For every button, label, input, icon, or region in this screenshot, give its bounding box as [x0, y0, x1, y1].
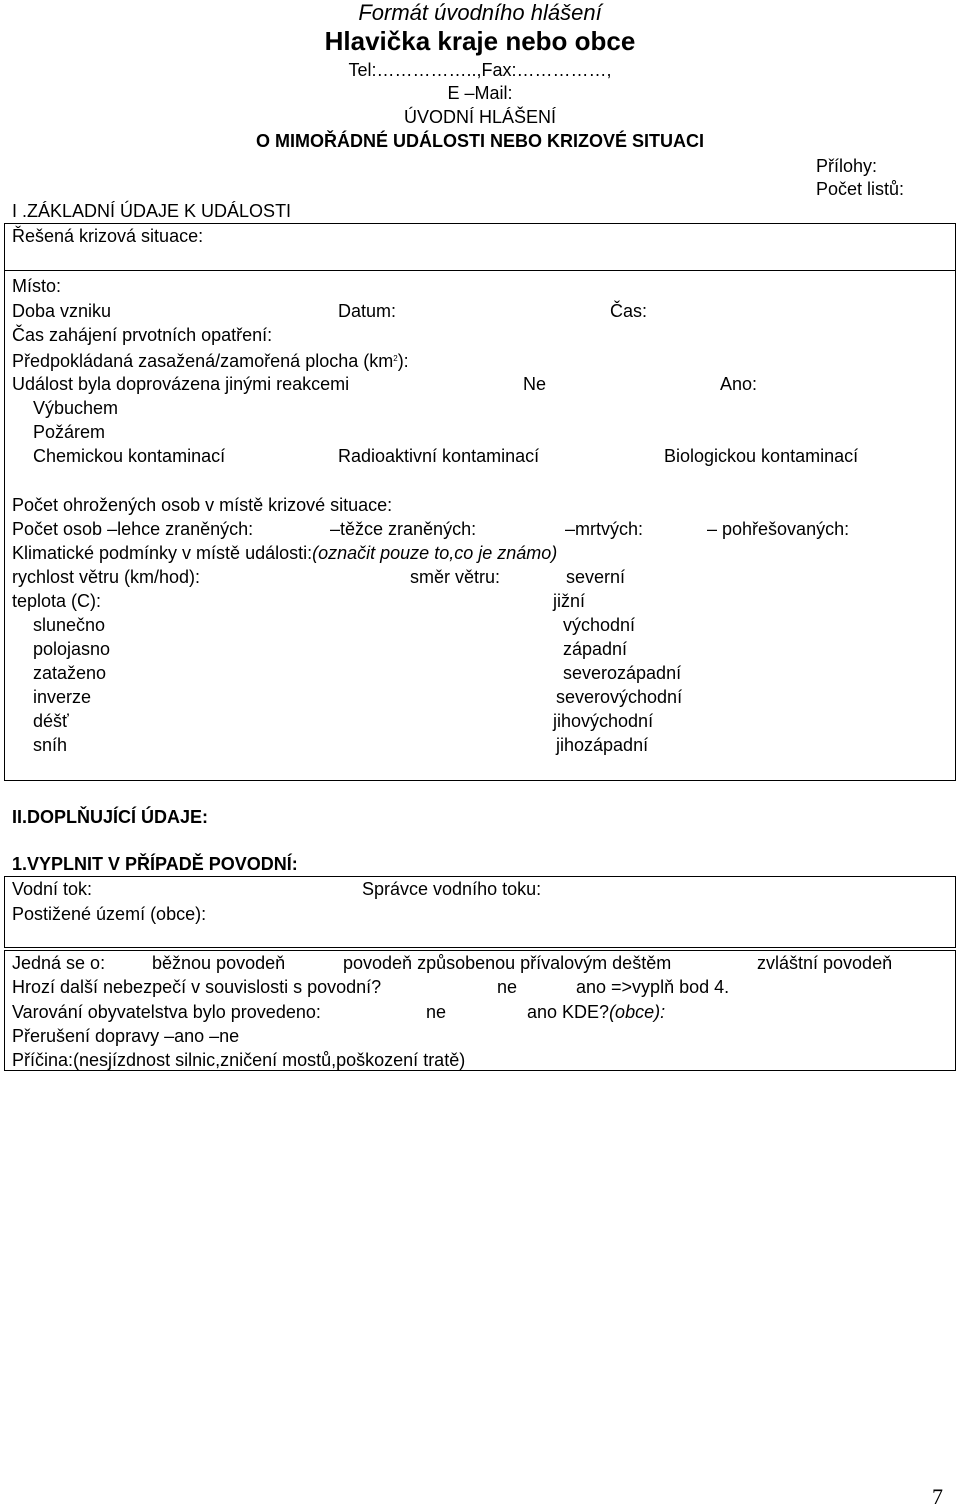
watercourse-label: Vodní tok:: [12, 879, 93, 899]
affected-area-label: Postižené území (obce):: [12, 904, 207, 924]
format-title: Formát úvodního hlášení: [358, 0, 602, 25]
warning-label: Varování obyvatelstva bylo provedeno:: [12, 1002, 321, 1022]
direction-item: západní: [563, 639, 628, 659]
weather-item: slunečno: [33, 615, 106, 635]
danger-label: Hrozí další nebezpečí v souvislosti s povodní?: [12, 977, 382, 997]
traffic-label: Přerušení dopravy –ano –ne: [12, 1026, 240, 1046]
warning-yes: ano KDE?(obce):: [527, 1002, 666, 1022]
weather-item: sníh: [33, 735, 68, 755]
time-label: Čas:: [610, 301, 648, 321]
wind-direction-label: směr větru:: [410, 567, 501, 587]
administrator-label: Správce vodního toku:: [362, 879, 542, 899]
reactions-yes: Ano:: [720, 374, 758, 394]
sheet-count-label: Počet listů:: [816, 179, 905, 199]
section-2-heading: II.DOPLŇUJÍCÍ ÚDAJE:: [12, 807, 209, 827]
flood-type-normal: běžnou povodeň: [152, 953, 286, 973]
date-label: Datum:: [338, 301, 397, 321]
area-label: Předpokládaná zasažená/zamořená plocha $(km^2)$:: [12, 351, 409, 371]
email-line: E –Mail:: [447, 83, 513, 103]
radioactive-label: Radioaktivní kontaminací: [338, 446, 540, 466]
endangered-label: Počet ohrožených osob v místě krizové situace:: [12, 495, 393, 515]
wind-speed-label: rychlost větru (km/hod):: [12, 567, 201, 587]
danger-no: ne: [497, 977, 518, 997]
divider: [4, 270, 956, 271]
report-title: ÚVODNÍ HLÁŠENÍ: [403, 107, 557, 127]
weather-item: déšť: [33, 711, 69, 731]
direction-item: severozápadní: [563, 663, 682, 683]
fire-label: Požárem: [33, 422, 106, 442]
flood-type-special: zvláštní povodeň: [757, 953, 893, 973]
page-number: 7: [932, 1484, 943, 1509]
direction-item: severovýchodní: [556, 687, 683, 707]
reactions-label: Událost byla doprovázena jinými reakcemi: [12, 374, 350, 394]
temperature-label: teplota (C):: [12, 591, 102, 611]
origin-label: Doba vzniku: [12, 301, 112, 321]
page-title: Hlavička kraje nebo obce: [324, 26, 636, 56]
warning-no: ne: [426, 1002, 447, 1022]
flood-type-rain: povodeň způsobenou přívalovým deštěm: [343, 953, 672, 973]
flood-heading: 1.VYPLNIT V PŘÍPADĚ POVODNÍ:: [12, 854, 298, 874]
biological-label: Biologickou kontaminací: [664, 446, 859, 466]
place-label: Místo:: [12, 276, 62, 296]
injured-light-label: Počet osob –lehce zraněných:: [12, 519, 254, 539]
measures-start-label: Čas zahájení prvotních opatření:: [12, 325, 273, 345]
reactions-no: Ne: [523, 374, 547, 394]
direction-item: severní: [566, 567, 626, 587]
chemical-label: Chemickou kontaminací: [33, 446, 226, 466]
weather-item: polojasno: [33, 639, 111, 659]
crisis-label: Řešená krizová situace:: [12, 226, 204, 246]
dead-label: –mrtvých:: [565, 519, 644, 539]
report-subtitle: O MIMOŘÁDNÉ UDÁLOSTI NEBO KRIZOVÉ SITUACI: [255, 131, 704, 151]
section-1-heading: I .ZÁKLADNÍ ÚDAJE K UDÁLOSTI: [12, 201, 292, 221]
missing-label: – pohřešovaných:: [707, 519, 850, 539]
contact-line: Tel:……………..,Fax:……………,: [348, 60, 612, 80]
cause-label: Příčina:(nesjízdnost silnic,zničení mostů,poškození tratě): [12, 1050, 466, 1070]
direction-item: jižní: [553, 591, 586, 611]
injured-severe-label: –těžce zraněných:: [330, 519, 477, 539]
weather-item: zataženo: [33, 663, 107, 683]
weather-item: inverze: [33, 687, 92, 707]
flood-type-label: Jedná se o:: [12, 953, 106, 973]
direction-item: jihozápadní: [556, 735, 649, 755]
direction-item: jihovýchodní: [553, 711, 654, 731]
attachments-label: Přílohy:: [816, 156, 878, 176]
explosion-label: Výbuchem: [33, 398, 119, 418]
danger-yes: ano =>vyplň bod 4.: [576, 977, 730, 997]
direction-item: východní: [563, 615, 636, 635]
climate-label: Klimatické podmínky v místě události:(označit pouze to,co je známo): [12, 543, 558, 563]
